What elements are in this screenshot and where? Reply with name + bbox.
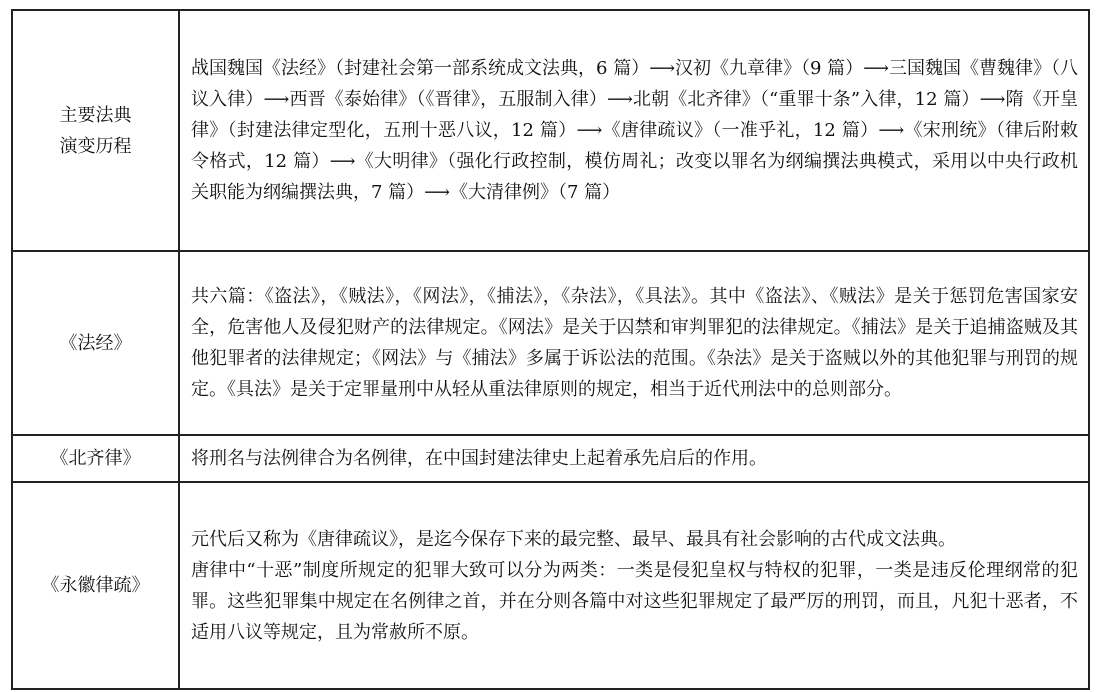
row-label-beiqilv [12, 435, 179, 482]
row-label-line: 《永徽律疏》 [41, 575, 150, 596]
table-row [12, 482, 1089, 689]
row-label-line: 《北齐律》 [50, 448, 141, 469]
row-label-line: 《法经》 [59, 332, 132, 354]
content-paragraph: 元代后又称为《唐律疏议》，是迄今保存下来的最完整、最早、最具有社会影响的古代成文法典。 [191, 528, 956, 550]
content-paragraph: 共六篇：《盗法》，《贼法》，《网法》，《捕法》，《杂法》，《具法》。其中《盗法》、《贼法》是关于惩罚危害国家安全，危害他人及侵犯财产的法律规定。《网法》是关于囚禁和审判罪犯的法律规定。《捕法》是关于追捕盗贼及其他犯罪者的法律规定；《网法》与《捕法》多属于诉讼法的范围。《杂法》是关于盗贼以外的其他犯罪与刑罚的规定。《具法》是关于定罪量刑中从轻从重法律原则的规定，相当于近代刑法中的总则部分。 [191, 286, 1078, 400]
row-label-fajing [12, 251, 179, 435]
content-paragraph: 战国魏国《法经》（封建社会第一部系统成文法典，6 篇）⟶汉初《九章律》（9 篇）⟶三国魏国《曹魏律》（八议入律）⟶西晋《泰始律》（《晋律》，五服制入律）⟶北朝《北齐律》（“重罪十条”入律，12 篇）⟶隋《开皇律》（封建法律定型化，五刑十恶八议，12 篇）⟶《唐律疏议》（一准乎礼，12 篇）⟶《宋刑统》（律后附敕令格式，12 篇）⟶《大明律》（强化行政控制，模仿周礼；改变以罪名为纲编撰法典模式，采用以中央行政机关职能为纲编撰法典，7 篇）⟶《大清律例》（7 篇） [191, 58, 1078, 203]
table-row [12, 435, 1089, 482]
row-content-evolution [179, 10, 1089, 251]
row-label-evolution [12, 10, 179, 251]
row-label-yonghui [12, 482, 179, 689]
row-label-line: 主要法典 [59, 104, 132, 126]
table-row [12, 10, 1089, 251]
table-row [12, 251, 1089, 435]
content-paragraph: 将刑名与法例律合为名例律，在中国封建法律史上起着承先启后的作用。 [191, 448, 767, 469]
row-content-beiqilv [179, 435, 1089, 482]
content-paragraph: 唐律中“十恶”制度所规定的犯罪大致可以分为两类：一类是侵犯皇权与特权的犯罪，一类是违反伦理纲常的犯罪。这些犯罪集中规定在名例律之首，并在分则各篇中对这些犯罪规定了最严厉的刑罚，而且，凡犯十恶者，不适用八议等规定，且为常赦所不原。 [191, 559, 1078, 643]
row-label-line: 演变历程 [59, 135, 132, 157]
row-content-fajing [179, 251, 1089, 435]
law-summary-table [11, 9, 1090, 690]
row-content-yonghui [179, 482, 1089, 689]
